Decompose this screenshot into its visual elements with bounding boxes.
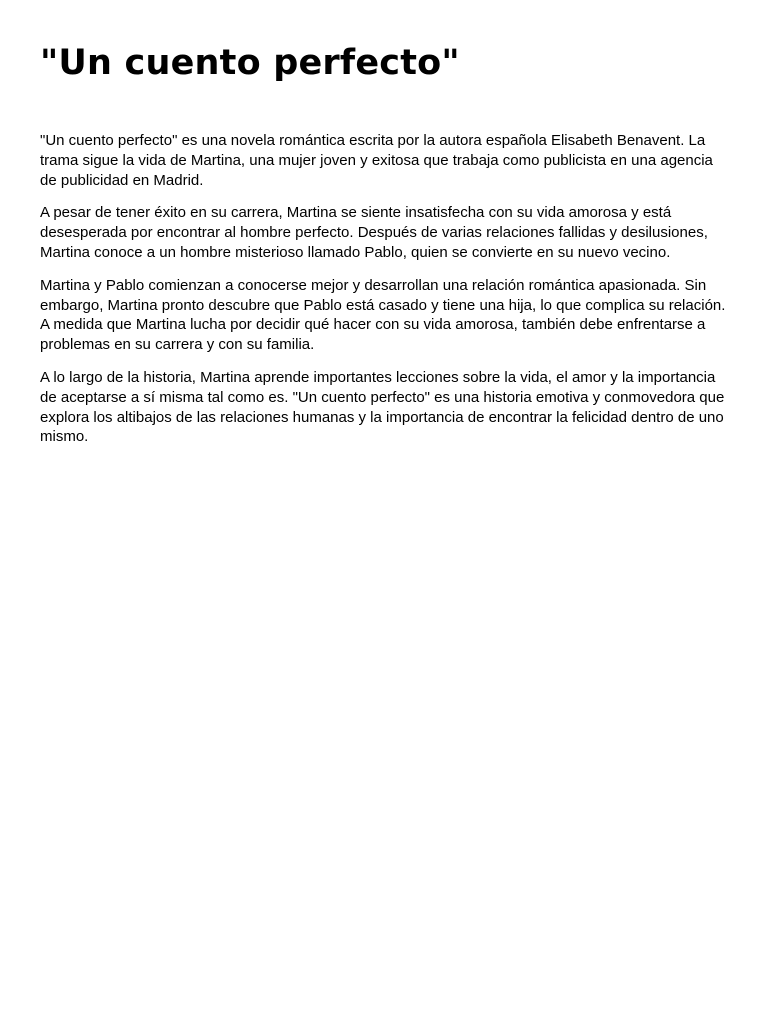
paragraph-4: A lo largo de la historia, Martina aprende importantes lecciones sobre la vida, el amor y la importancia de aceptarse a sí misma tal como es. "Un cuento perfecto" es una historia emotiva y conmovedora que explora los altibajos de las relaciones humanas y la importancia de encontrar la felicidad dentro de uno mismo. [40, 368, 725, 446]
page-title: "Un cuento perfecto" [40, 43, 460, 83]
paragraph-2: A pesar de tener éxito en su carrera, Martina se siente insatisfecha con su vida amorosa y está desesperada por encontrar al hombre perfecto. Después de varias relaciones fallidas y desilusiones, Martina conoce a un hombre misterioso llamado Pablo, quien se convierte en su nuevo vecino. [40, 204, 708, 261]
article-body [40, 131, 728, 447]
paragraph-1: "Un cuento perfecto" es una novela romántica escrita por la autora española Elisabeth Benavent. La trama sigue la vida de Martina, una mujer joven y exitosa que trabaja como publicista en una agencia de publicidad en Madrid. [40, 132, 713, 189]
paragraph-3: Martina y Pablo comienzan a conocerse mejor y desarrollan una relación romántica apasionada. Sin embargo, Martina pronto descubre que Pablo está casado y tiene una hija, lo que complica su relación. A medida que Martina lucha por decidir qué hacer con su vida amorosa, también debe enfrentarse a problemas en su carrera y con su familia. [40, 276, 726, 354]
